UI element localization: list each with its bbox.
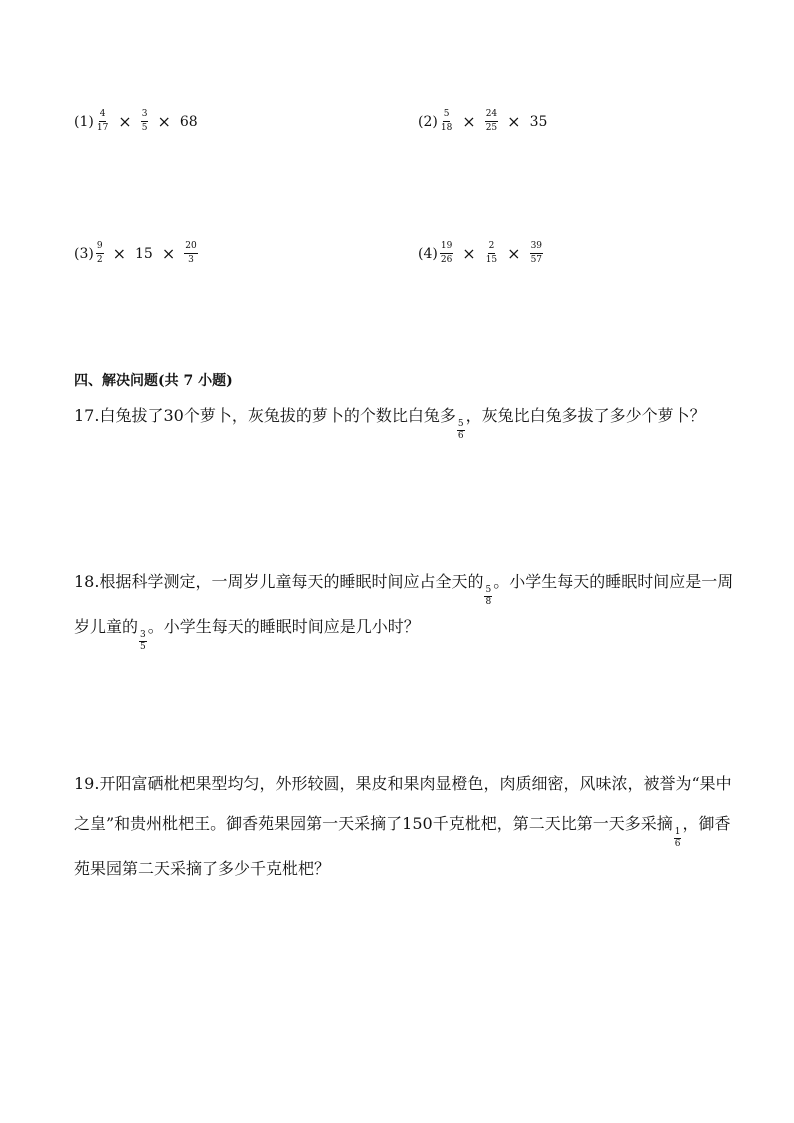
fraction: $\frac{5}{6}$ — [457, 419, 464, 441]
problem-text: 开阳富硒枇杷果型均匀，外形较圆，果皮和果肉显橙色，肉质细密，风味浓，被誉为“果中之皇”和贵州枇杷王。御香苑果园第一天采摘了150千克枇杷，第二天比第一天多采摘 — [74, 774, 732, 833]
problem-text: 白兔拔了30个萝卜，灰兔拔的萝卜的个数比白兔多 — [99, 406, 456, 425]
multiply-sign: × — [462, 111, 476, 131]
fraction: $\frac{3}{5}$ — [140, 630, 146, 652]
multiply-sign: × — [118, 111, 132, 131]
fraction: $\frac{9}{2}$ — [96, 241, 103, 265]
multiply-sign: × — [462, 243, 476, 263]
fraction: $\frac{19}{26}$ — [440, 241, 453, 265]
problem-number: 17. — [74, 406, 100, 425]
problem-17 — [74, 396, 734, 441]
problem-text: ，灰兔比白兔多拔了多少个萝卜？ — [465, 406, 706, 425]
multiply-sign: × — [507, 243, 521, 263]
calc-item-4 — [418, 242, 543, 265]
fraction: $\frac{2}{15}$ — [485, 241, 498, 265]
section-title: 四、解决问题(共 7 小题) — [74, 373, 233, 389]
multiply-sign: × — [157, 111, 171, 131]
calc-label: (3) — [74, 245, 94, 262]
calc-label: (1) — [74, 113, 94, 130]
fraction: $\frac{5}{8}$ — [485, 585, 492, 607]
fraction: $\frac{5}{18}$ — [440, 109, 453, 133]
multiply-sign: × — [112, 243, 126, 263]
problem-number: 19. — [74, 774, 100, 793]
whole-number: 15 — [134, 245, 153, 262]
whole-number: 68 — [179, 113, 198, 130]
problem-text: 。小学生每天的睡眠时间应是一周岁儿童的 — [74, 572, 734, 636]
calc-label: (4) — [418, 245, 438, 262]
fraction: $\frac{3}{5}$ — [141, 109, 148, 133]
problem-text: 根据科学测定，一周岁儿童每天的睡眠时间应占全天的 — [99, 572, 484, 591]
fraction: $\frac{24}{25}$ — [485, 109, 498, 133]
problem-text: 。小学生每天的睡眠时间应是几小时？ — [147, 617, 420, 636]
calc-item-1 — [74, 110, 198, 133]
calc-label: (2) — [418, 113, 438, 130]
calc-item-2 — [418, 110, 547, 133]
problem-18 — [74, 562, 734, 652]
problem-19 — [74, 764, 734, 889]
problem-number: 18. — [74, 572, 100, 591]
fraction: $\frac{1}{6}$ — [674, 827, 681, 849]
whole-number: 35 — [529, 113, 548, 130]
multiply-sign: × — [507, 111, 521, 131]
multiply-sign: × — [161, 243, 176, 263]
fraction: $\frac{20}{3}$ — [185, 241, 197, 265]
fraction: $\frac{39}{57}$ — [530, 241, 543, 265]
fraction: $\frac{4}{17}$ — [96, 109, 109, 133]
calc-item-3 — [74, 242, 198, 265]
problem-text: ，御香苑果园第二天采摘了多少千克枇杷？ — [74, 814, 731, 878]
